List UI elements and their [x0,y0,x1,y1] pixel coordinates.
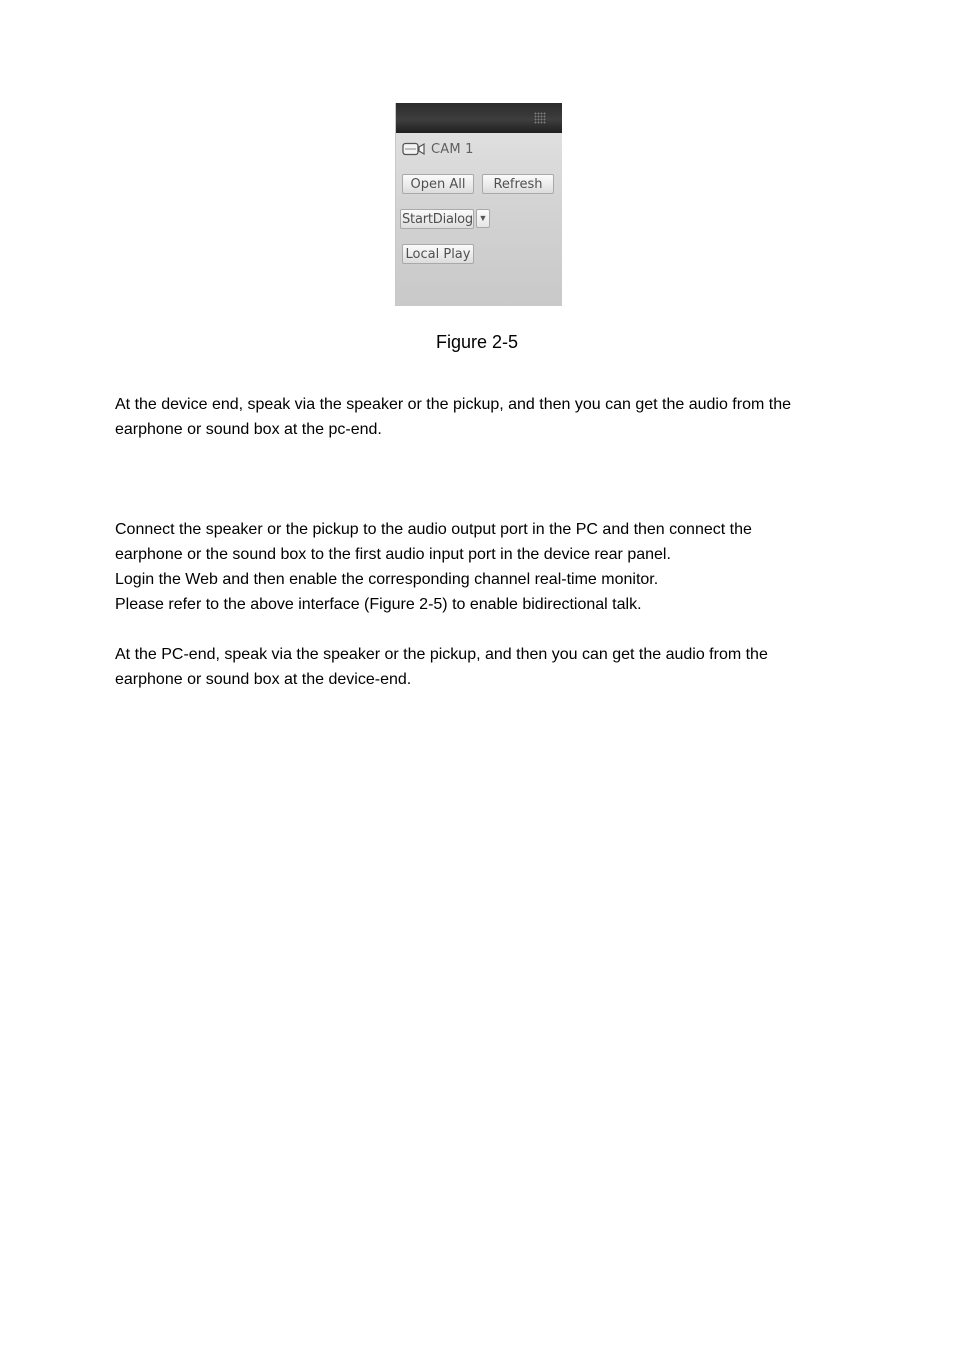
channel-item[interactable] [402,140,474,158]
chevron-down-icon[interactable]: ▼ [476,209,490,228]
panel-header[interactable] [396,103,562,133]
local-play-button[interactable]: Local Play [402,244,474,264]
figure-caption: Figure 2-5 [435,332,519,352]
paragraph-device-to-pc [115,392,855,442]
text-line: Connect the speaker or the pickup to the audio output port in the PC and then connect the [115,521,752,538]
open-all-button[interactable]: Open All [402,174,474,194]
text-line: Please refer to the above interface (Figure 2-5) to enable bidirectional talk. [115,596,642,613]
text-line: Login the Web and then enable the corresponding channel real-time monitor. [115,571,659,588]
text-line: At the device end, speak via the speaker or the pickup, and then you can get the audio from the [115,396,791,413]
text-line: earphone or sound box at the device-end. [115,671,412,688]
dialog-select[interactable]: StartDialog [400,209,474,229]
camera-icon [402,142,426,156]
paragraph-pc-to-device [115,642,855,692]
text-line: At the PC-end, speak via the speaker or the pickup, and then you can get the audio from the [115,646,768,663]
paragraph-setup-steps [115,517,855,617]
grip-icon[interactable] [534,112,546,124]
text-line: earphone or the sound box to the first audio input port in the device rear panel. [115,546,671,563]
text-line: earphone or sound box at the pc-end. [115,421,382,438]
channel-label: CAM 1 [431,141,474,157]
live-control-panel [395,103,562,306]
refresh-button[interactable]: Refresh [482,174,554,194]
